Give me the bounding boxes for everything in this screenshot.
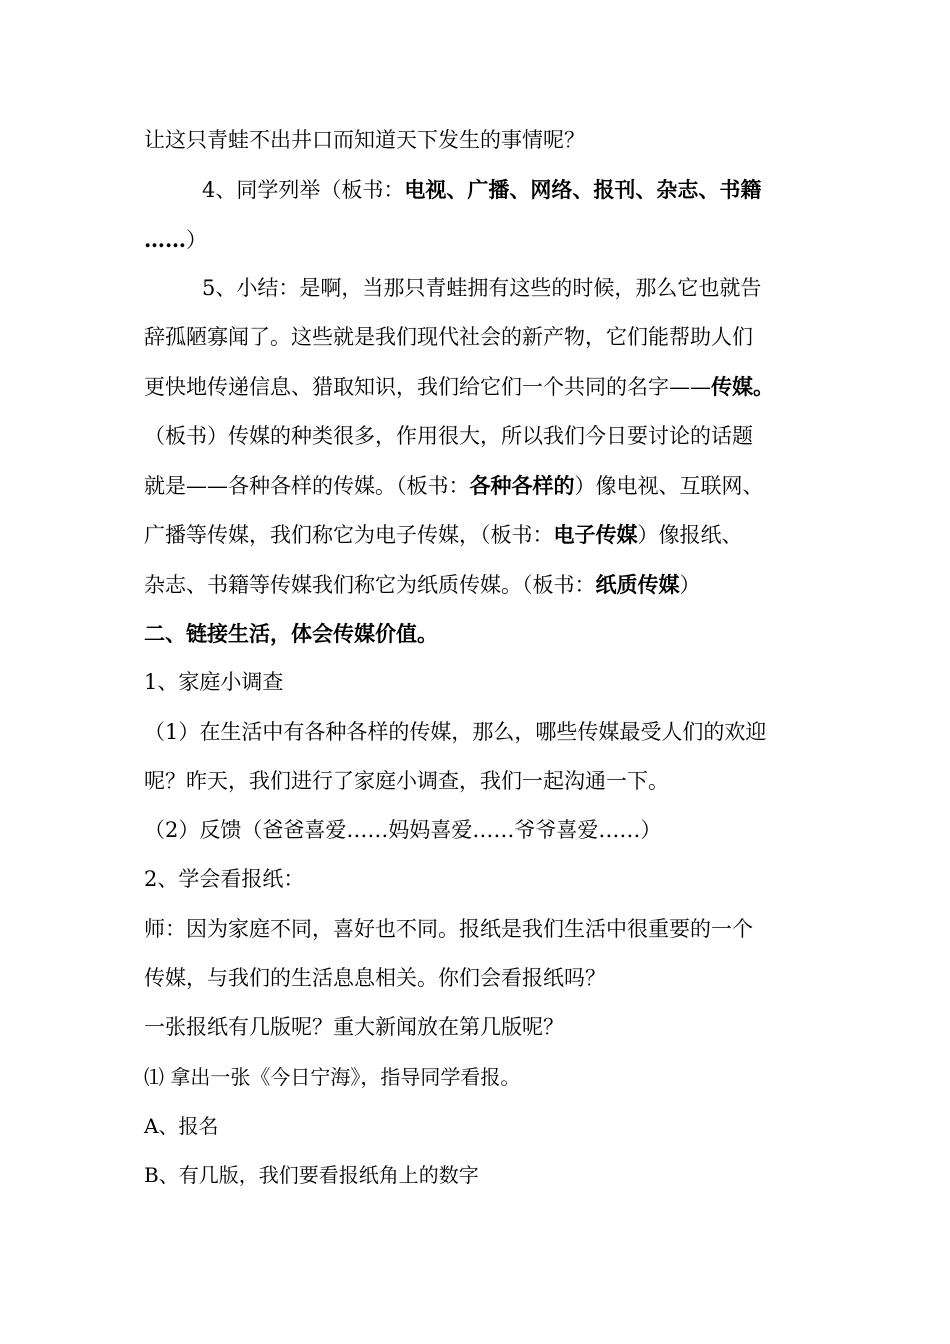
bold-text-run: 传媒。 [711,374,774,400]
bold-text-run: 电视、广播、网络、报刊、杂志、书籍 [404,177,762,203]
subsection-heading: 2、学会看报纸： [144,867,305,892]
paragraph-line [144,165,808,214]
text-run: ）像报纸、 [637,523,743,548]
paragraph-line [144,116,808,165]
text-run: ） [186,227,207,252]
paragraph-line: 呢？昨天，我们进行了家庭小调查，我们一起沟通一下。 [144,768,669,793]
paragraph-line [144,560,808,609]
paragraph-line [144,264,808,313]
text-run: 5、小结：是啊，当那只青蛙拥有这些的时候，那么它也就告 [202,275,762,300]
bold-text-run: 电子传媒 [553,522,638,548]
text-run: （板书）传媒的种类很多，作用很大，所以我们今日要讨论的话题 [144,423,753,448]
paragraph-line: （2）反馈（爸爸喜爱……妈妈喜爱……爷爷喜爱……） [144,818,662,843]
paragraph-line [144,215,808,264]
paragraph-line [144,461,808,510]
list-item: ⑴ 拿出一张《今日宁海》，指导同学看报。 [144,1064,521,1089]
text-run: ） [679,572,701,597]
text-run: 辞孤陋寡闻了。这些就是我们现代社会的新产物，它们能帮助人们 [144,325,753,350]
list-item: B、有几版，我们要看报纸角上的数字 [144,1163,479,1188]
paragraph-line [144,412,808,461]
paragraph-line: 师：因为家庭不同，喜好也不同。报纸是我们生活中很重要的一个 [144,916,753,941]
paragraph-line: 传媒，与我们的生活息息相关。你们会看报纸吗？ [144,966,606,991]
text-run: ）像电视、互联网、 [574,474,764,499]
text-run: 4、同学列举（板书： [202,178,405,203]
text-run: 杂志、书籍等传媒我们称它为纸质传媒。（板书： [144,572,596,597]
bold-text-run: 纸质传媒 [595,571,680,597]
bold-text-run: 各种各样的 [469,473,575,499]
list-item: A、报名 [144,1113,219,1138]
document-page [144,116,808,1201]
text-run: 让这只青蛙不出井口而知道天下发生的事情呢？ [144,128,585,152]
paragraph-line [144,313,808,362]
text-run: 就是——各种各样的传媒。（板书： [144,474,470,499]
bold-text-run: …… [144,226,186,252]
paragraph-line [144,362,808,411]
subsection-heading: 1、家庭小调查 [144,670,284,695]
text-run: 广播等传媒，我们称它为电子传媒，（板书： [144,523,554,548]
section-heading: 二、链接生活，体会传媒价值。 [144,620,438,646]
paragraph-line: （1）在生活中有各种各样的传媒，那么，哪些传媒最受人们的欢迎 [144,719,767,744]
paragraph-line: 一张报纸有几版呢？重大新闻放在第几版呢？ [144,1015,564,1040]
paragraph-line [144,510,808,559]
text-run: 更快地传递信息、猎取知识，我们给它们一个共同的名字—— [144,375,711,400]
